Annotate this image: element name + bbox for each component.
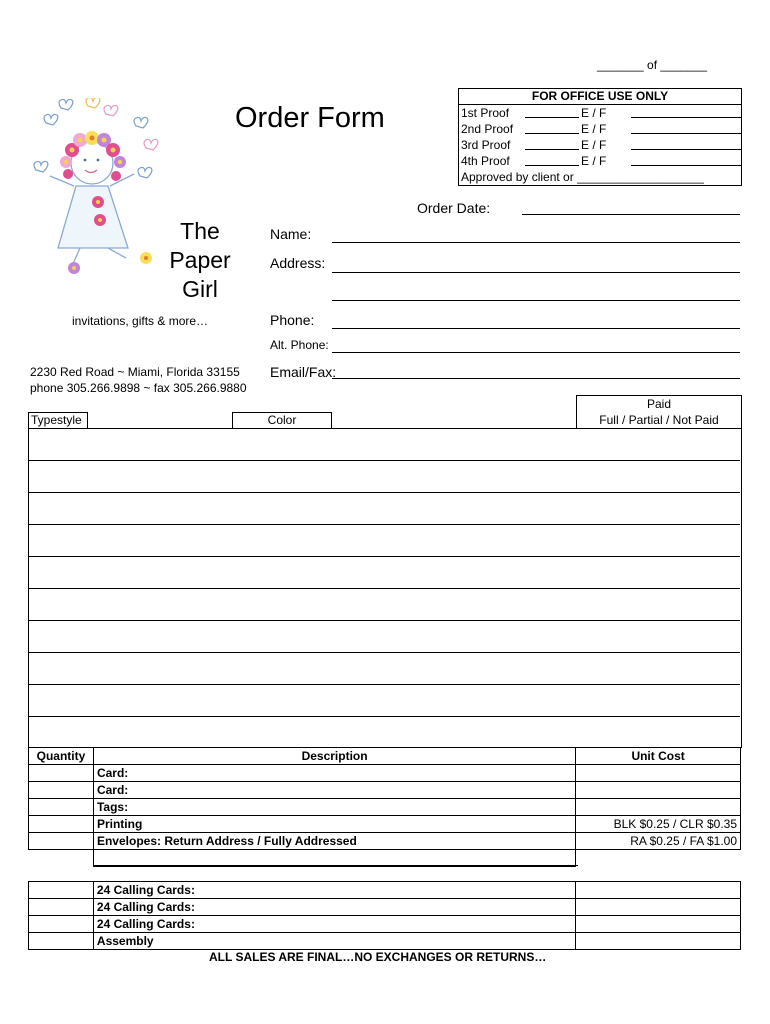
order-line[interactable] xyxy=(28,556,740,557)
quantity-cell[interactable] xyxy=(29,916,94,933)
divider xyxy=(94,865,578,866)
order-date-field[interactable] xyxy=(522,214,740,215)
table-row xyxy=(29,833,741,850)
description-cell: 24 Calling Cards: xyxy=(93,882,575,899)
paid-options[interactable]: Full / Partial / Not Paid xyxy=(599,413,719,427)
proof-label: 1st Proof xyxy=(461,106,510,120)
brand-line: Girl xyxy=(182,276,218,302)
description-cell: 24 Calling Cards: xyxy=(93,899,575,916)
unit-cost-cell xyxy=(576,850,741,867)
office-use-box xyxy=(458,88,742,186)
proof-ef[interactable]: E / F xyxy=(581,138,607,152)
order-line[interactable] xyxy=(28,492,740,493)
table-row xyxy=(29,882,741,899)
order-date-label: Order Date: xyxy=(417,200,491,216)
quantity-cell[interactable] xyxy=(29,933,94,950)
table-row xyxy=(29,782,741,799)
quantity-header: Quantity xyxy=(29,748,94,765)
paid-label: Paid xyxy=(646,397,672,411)
typestyle-header: Typestyle xyxy=(28,412,88,428)
proof-label: 2nd Proof xyxy=(461,122,514,136)
proof-label: 4th Proof xyxy=(461,154,510,168)
quantity-cell[interactable] xyxy=(29,833,94,850)
description-cell: Card: xyxy=(93,782,575,799)
address-field-2[interactable] xyxy=(332,300,740,301)
order-line[interactable] xyxy=(28,588,740,589)
page-title: Order Form xyxy=(235,102,385,134)
quantity-cell[interactable] xyxy=(29,882,94,899)
phone-label: Phone: xyxy=(270,312,315,328)
description-cell: Card: xyxy=(93,765,575,782)
address-label: Address: xyxy=(270,255,326,271)
quantity-cell[interactable] xyxy=(29,799,94,816)
quantity-cell[interactable] xyxy=(29,899,94,916)
calling-cards-table xyxy=(28,881,741,950)
address-field[interactable] xyxy=(332,272,740,273)
email-fax-label: Email/Fax: xyxy=(270,364,337,380)
alt-phone-label: Alt. Phone: xyxy=(270,338,329,352)
quantity-cell[interactable] xyxy=(29,765,94,782)
quantity-cell[interactable] xyxy=(29,782,94,799)
unit-cost-cell[interactable] xyxy=(576,782,741,799)
unit-cost-cell[interactable] xyxy=(576,916,741,933)
description-header: Description xyxy=(93,748,575,765)
proof-ef[interactable]: E / F xyxy=(581,154,607,168)
order-line[interactable] xyxy=(28,460,740,461)
order-line[interactable] xyxy=(28,684,740,685)
proof-row xyxy=(461,153,741,169)
approved-by-client[interactable]: Approved by client or ___________________ xyxy=(461,170,704,184)
unit-cost-cell[interactable] xyxy=(576,765,741,782)
table-row xyxy=(29,850,741,867)
table-row xyxy=(29,799,741,816)
proof-ef[interactable]: E / F xyxy=(581,106,607,120)
description-cell: Printing xyxy=(93,816,575,833)
proof-ef[interactable]: E / F xyxy=(581,122,607,136)
name-label: Name: xyxy=(270,226,312,242)
table-row xyxy=(29,765,741,782)
proof-label: 3rd Proof xyxy=(461,138,511,152)
alt-phone-field[interactable] xyxy=(332,352,740,353)
description-cell: Tags: xyxy=(93,799,575,816)
table-row xyxy=(29,933,741,950)
name-field[interactable] xyxy=(332,242,740,243)
items-table xyxy=(28,747,741,867)
proof-row xyxy=(461,105,741,121)
unit-cost-header: Unit Cost xyxy=(576,748,741,765)
office-use-header: FOR OFFICE USE ONLY xyxy=(459,89,741,105)
table-row xyxy=(29,899,741,916)
brand-phone: phone 305.266.9898 ~ fax 305.266.9880 xyxy=(30,381,247,395)
table-row xyxy=(29,816,741,833)
brand-name xyxy=(160,217,240,304)
order-line[interactable] xyxy=(28,716,740,717)
brand-tagline: invitations, gifts & more… xyxy=(72,314,209,328)
description-cell: Envelopes: Return Address / Fully Addressed xyxy=(93,833,575,850)
quantity-cell[interactable] xyxy=(29,816,94,833)
order-line[interactable] xyxy=(28,620,740,621)
brand-line: Paper xyxy=(169,247,231,273)
paid-header xyxy=(576,395,742,428)
email-fax-field[interactable] xyxy=(332,378,740,379)
unit-cost-cell: BLK $0.25 / CLR $0.35 xyxy=(576,816,741,833)
unit-cost-cell[interactable] xyxy=(576,882,741,899)
description-cell: 24 Calling Cards: xyxy=(93,916,575,933)
unit-cost-cell[interactable] xyxy=(576,799,741,816)
order-line[interactable] xyxy=(28,652,740,653)
unit-cost-cell: RA $0.25 / FA $1.00 xyxy=(576,833,741,850)
phone-field[interactable] xyxy=(332,328,740,329)
description-cell[interactable] xyxy=(93,850,575,867)
description-cell: Assembly xyxy=(93,933,575,950)
paper-girl-illustration xyxy=(28,98,163,283)
brand-line: The xyxy=(180,218,220,244)
color-header: Color xyxy=(232,412,332,428)
brand-address: 2230 Red Road ~ Miami, Florida 33155 xyxy=(30,365,240,379)
order-line[interactable] xyxy=(28,524,740,525)
unit-cost-cell[interactable] xyxy=(576,933,741,950)
proof-row xyxy=(461,137,741,153)
footer-notice: ALL SALES ARE FINAL…NO EXCHANGES OR RETURNS… xyxy=(209,950,547,964)
table-row xyxy=(29,916,741,933)
page-counter: _______ of _______ xyxy=(597,58,708,72)
proof-row xyxy=(461,121,741,137)
quantity-cell xyxy=(29,850,94,867)
unit-cost-cell[interactable] xyxy=(576,899,741,916)
